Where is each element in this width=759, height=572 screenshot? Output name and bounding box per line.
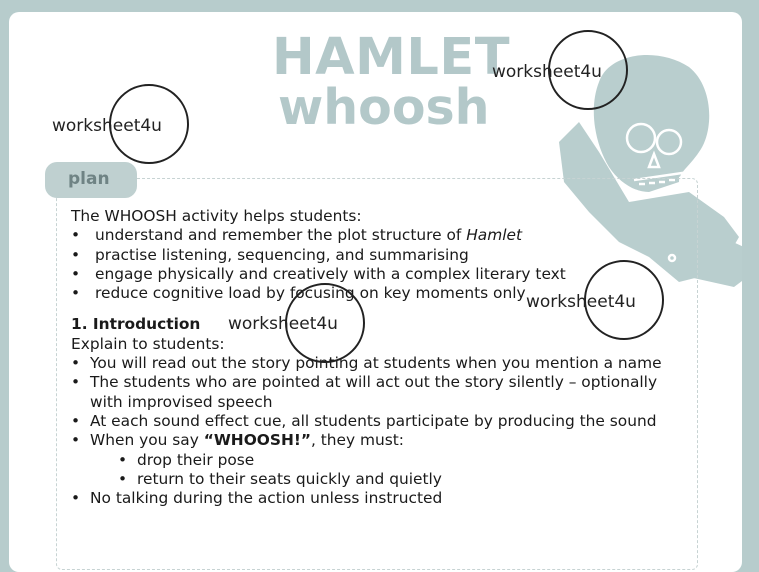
section-lead: Explain to students: — [71, 334, 225, 353]
worksheet-page — [9, 12, 742, 572]
plan-content — [71, 207, 691, 508]
list-item: • engage physically and creatively with a complex literary text — [71, 265, 691, 284]
list-item: • No talking during the action unless instructed — [71, 489, 691, 508]
title-whoosh: whoosh — [278, 79, 490, 136]
plan-tab-label: plan — [68, 169, 110, 189]
intro-text: The WHOOSH activity helps students: — [71, 207, 362, 225]
instructions-list-end — [71, 489, 691, 508]
title-hamlet: HAMLET — [272, 28, 511, 87]
list-item: • When you say “WHOOSH!”, they must: — [71, 431, 691, 450]
instructions-list — [71, 354, 691, 450]
list-item: • return to their seats quickly and quietly — [71, 470, 691, 489]
watermark-text: worksheet4u — [492, 62, 602, 82]
list-item: • At each sound effect cue, all students participate by producing the sound — [71, 412, 691, 431]
plan-tab — [45, 162, 137, 198]
list-item: • The students who are pointed at will act out the story silently – optionally with improvised speech — [71, 373, 691, 412]
sub-list — [71, 451, 691, 490]
list-item: • reduce cognitive load by focusing on key moments only — [71, 284, 691, 303]
section-heading: 1. Introduction — [71, 315, 201, 334]
list-item: • drop their pose — [71, 451, 691, 470]
watermark-text: worksheet4u — [228, 314, 338, 334]
watermark-text: worksheet4u — [52, 116, 162, 136]
list-item: • understand and remember the plot structure of Hamlet — [71, 226, 691, 245]
list-item: • practise listening, sequencing, and summarising — [71, 246, 691, 265]
watermark-text: worksheet4u — [526, 292, 636, 312]
list-item: • You will read out the story pointing at students when you mention a name — [71, 354, 691, 373]
